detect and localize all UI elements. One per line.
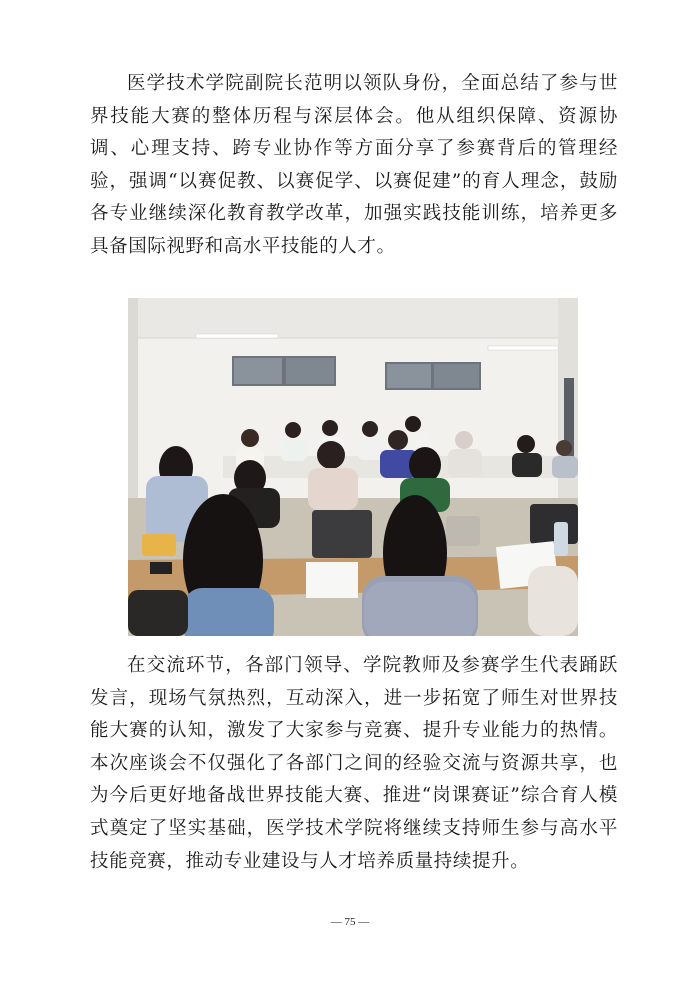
paragraph-2: 在交流环节，各部门领导、学院教师及参赛学生代表踊跃发言，现场气氛热烈，互动深入，进一步拓宽了师生对世界技能大赛的认知，激发了大家参与竞赛、提升专业能力的热情。本次座谈会不仅强化了各部门之间的经验交流与资源共享，也为今后更好地备战世界技能大赛、推进“岗课赛证”综合育人模式奠定了坚实基础，医学技术学院将继续支持师生参与高水平技能竞赛，推动专业建设与人才培养质量持续提升。: [90, 655, 618, 872]
page-number: — 75 —: [330, 916, 370, 928]
paragraph-1: 医学技术学院副院长范明以领队身份，全面总结了参与世界技能大赛的整体历程与深层体会。他从组织保障、资源协调、心理支持、跨专业协作等方面分享了参赛背后的管理经验，强调“以赛促教、以赛促学、以赛促建”的育人理念，鼓励各专业继续深化教育教学改革，加强实践技能训练，培养更多具备国际视野和高水平技能的人才。: [90, 73, 618, 257]
meeting-photo: [128, 298, 578, 636]
